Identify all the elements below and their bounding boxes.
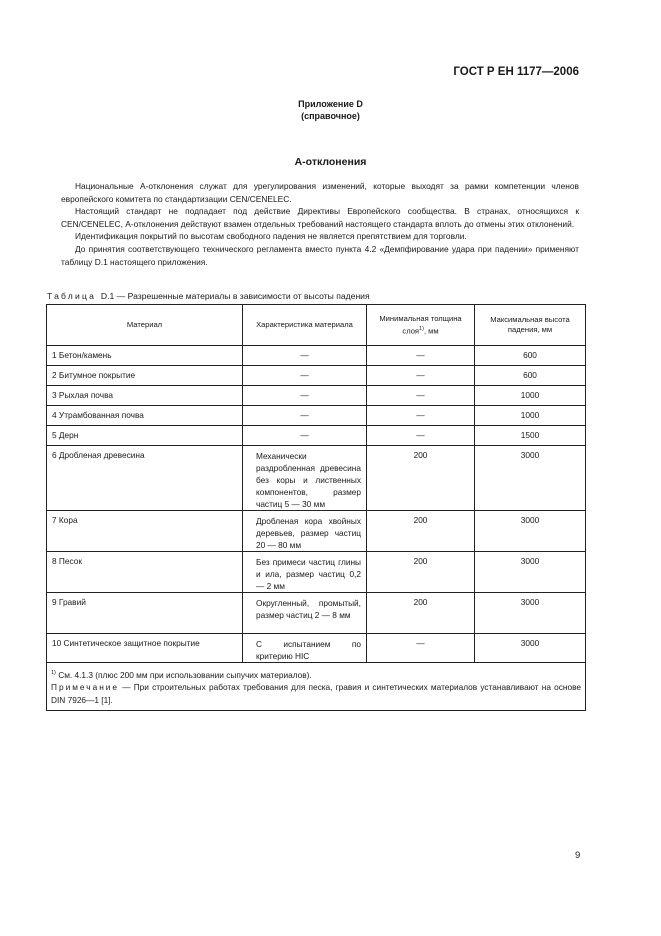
cell-characteristic: Округленный, промытый, размер частиц 2 — 8 мм — [243, 593, 367, 634]
table-row — [47, 446, 586, 511]
paragraph: Настоящий стандарт не подпадает под действие Директивы Европейского сообщества. В странах, относящихся к CEN/CENELEC, А-отклонения действуют взамен отдельных требований настоящего стандарта вплоть до отмены этих отклонений. — [61, 206, 579, 229]
cell-material: 10 Синтетическое защитное покрытие — [47, 634, 243, 663]
note — [51, 681, 581, 706]
annex-subtitle: (справочное) — [301, 111, 360, 121]
cell-characteristic: — — [243, 386, 367, 406]
header-material: Материал — [47, 305, 243, 346]
table-row — [47, 593, 586, 634]
cell-thickness: — — [367, 366, 475, 386]
cell-thickness: — — [367, 634, 475, 663]
materials-table — [46, 304, 586, 711]
cell-characteristic: С испытанием по критерию HIC — [243, 634, 367, 663]
table-row — [47, 511, 586, 552]
table-caption — [47, 291, 370, 301]
cell-height: 1000 — [475, 406, 586, 426]
table-row — [47, 386, 586, 406]
cell-material: 7 Кора — [47, 511, 243, 552]
page-number: 9 — [575, 850, 581, 861]
table-notes-row — [47, 663, 586, 711]
cell-height: 3000 — [475, 634, 586, 663]
cell-characteristic: Без примеси частиц глины и ила, размер частиц 0,2 — 2 мм — [243, 552, 367, 593]
table-row — [47, 366, 586, 386]
table-notes — [47, 663, 586, 711]
table-row — [47, 406, 586, 426]
cell-material: 3 Рыхлая почва — [47, 386, 243, 406]
cell-height: 3000 — [475, 593, 586, 634]
cell-height: 600 — [475, 366, 586, 386]
cell-thickness: — — [367, 426, 475, 446]
table-row — [47, 346, 586, 366]
annex-heading — [0, 98, 661, 122]
cell-thickness: 200 — [367, 593, 475, 634]
section-title: А-отклонения — [294, 156, 367, 168]
cell-thickness: — — [367, 386, 475, 406]
cell-characteristic: — — [243, 346, 367, 366]
cell-height: 3000 — [475, 552, 586, 593]
cell-material: 5 Дерн — [47, 426, 243, 446]
header-footnote-mark: 1) — [419, 325, 424, 332]
cell-thickness: 200 — [367, 446, 475, 511]
document-id: ГОСТ Р ЕН 1177—2006 — [453, 66, 579, 78]
cell-height: 3000 — [475, 446, 586, 511]
footnote-mark: 1) — [51, 670, 56, 676]
header-min-thickness — [367, 305, 475, 346]
cell-characteristic: Механически раздробленная древесина без коры и лиственных компонентов, размер частиц 5 — 30 мм — [243, 446, 367, 511]
cell-material: 1 Бетон/камень — [47, 346, 243, 366]
cell-characteristic: — — [243, 426, 367, 446]
paragraph: До принятия соответствующего технического регламента вместо пункта 4.2 «Демпфирование удара при падении» применяют таблицу D.1 настоящего приложения. — [61, 243, 579, 267]
cell-material: 9 Гравий — [47, 593, 243, 634]
cell-characteristic: Дробленая кора хвойных деревьев, размер частиц 20 — 80 мм — [243, 511, 367, 552]
paragraph: Идентификация покрытий по высотам свободного падения не является препятствием для торговли. — [75, 231, 467, 242]
cell-height: 3000 — [475, 511, 586, 552]
body-text — [61, 180, 579, 268]
cell-material: 6 Дробленая древесина — [47, 446, 243, 511]
cell-height: 600 — [475, 346, 586, 366]
cell-thickness: 200 — [367, 511, 475, 552]
cell-height: 1500 — [475, 426, 586, 446]
cell-characteristic: — — [243, 366, 367, 386]
cell-thickness: — — [367, 346, 475, 366]
table-row — [47, 426, 586, 446]
table-row — [47, 634, 586, 663]
paragraph: Национальные А-отклонения служат для урегулирования изменений, которые выходят за рамки компетенции членов европейского комитета по стандартизации CEN/CENELEC. — [61, 181, 579, 204]
header-max-height: Максимальная высота падения, мм — [475, 305, 586, 346]
cell-thickness: 200 — [367, 552, 475, 593]
cell-thickness: — — [367, 406, 475, 426]
cell-material: 8 Песок — [47, 552, 243, 593]
header-min-thickness-unit: , мм — [423, 326, 439, 336]
footnote — [51, 667, 581, 681]
note-label: Примечание — [51, 682, 120, 693]
footnote-text: См. 4.1.3 (плюс 200 мм при использовании сыпучих материалов). — [55, 669, 312, 680]
header-characteristic: Характеристика материала — [243, 305, 367, 346]
annex-title: Приложение D — [298, 99, 363, 109]
cell-material: 2 Битумное покрытие — [47, 366, 243, 386]
cell-material: 4 Утрамбованная почва — [47, 406, 243, 426]
table-caption-label: Таблица — [47, 291, 97, 301]
table-row — [47, 552, 586, 593]
cell-height: 1000 — [475, 386, 586, 406]
header-min-thickness-label: Минимальная толщина слоя — [379, 313, 462, 336]
cell-characteristic: — — [243, 406, 367, 426]
note-text: — При строительных работах требования для песка, гравия и синтетических материалов устанавливают на основе DIN 7926—1 [1]. — [51, 682, 581, 705]
table-caption-text: D.1 — Разрешенные материалы в зависимости от высоты падения — [100, 291, 370, 301]
